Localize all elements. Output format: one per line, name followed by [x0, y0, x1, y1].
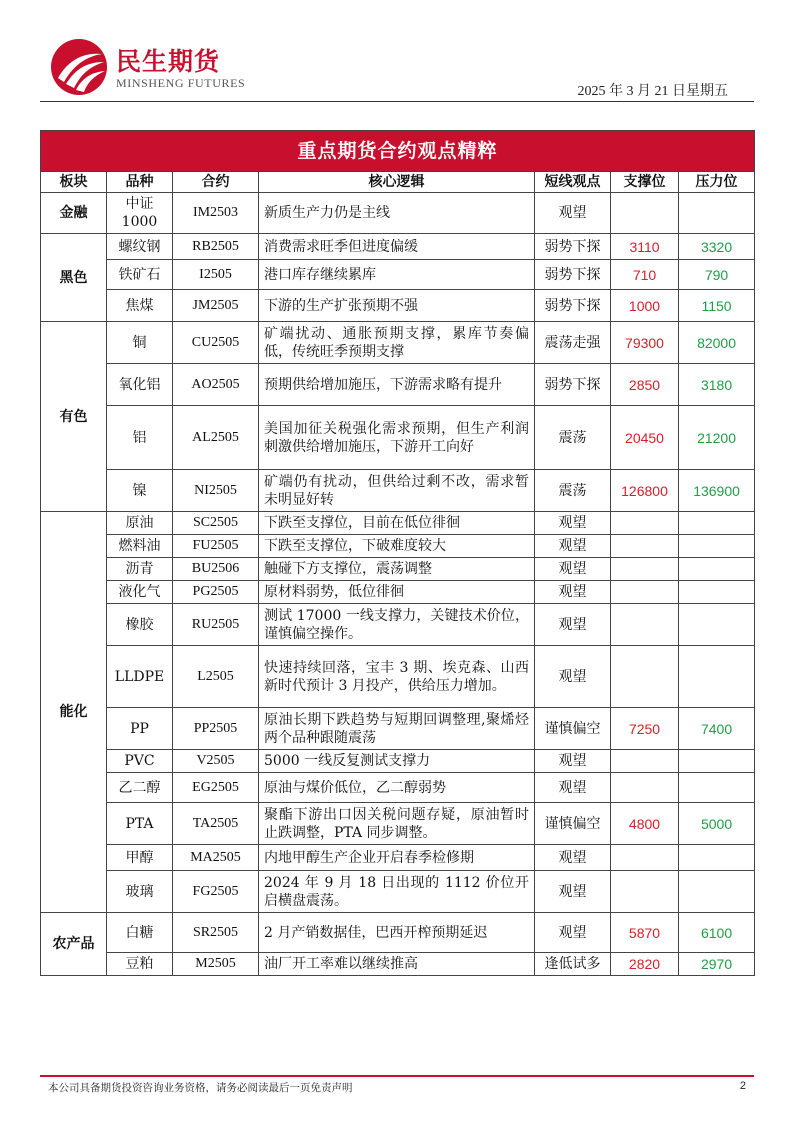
logic-cell: 矿端仍有扰动，但供给过剩不改，需求暂未明显好转	[259, 470, 535, 512]
variety-cell: 豆粕	[107, 953, 173, 976]
table-row	[41, 322, 755, 364]
view-cell: 观望	[535, 845, 611, 871]
view-cell: 震荡	[535, 406, 611, 470]
header-divider	[40, 101, 754, 102]
page-header	[0, 0, 794, 110]
support-cell: 20450	[611, 406, 679, 470]
resistance-cell: 3320	[679, 234, 755, 260]
variety-cell: 原油	[107, 512, 173, 535]
view-cell: 观望	[535, 512, 611, 535]
resistance-cell	[679, 193, 755, 234]
support-cell	[611, 604, 679, 646]
contract-cell: AL2505	[173, 406, 259, 470]
viewpoints-table-container	[40, 130, 754, 976]
contract-cell: NI2505	[173, 470, 259, 512]
resistance-cell	[679, 604, 755, 646]
column-header-support: 支撑位	[611, 172, 679, 193]
table-row	[41, 604, 755, 646]
support-cell: 710	[611, 260, 679, 290]
table-row	[41, 535, 755, 558]
sector-cell-ferrous: 黑色	[41, 234, 107, 322]
table-row	[41, 646, 755, 708]
contract-cell: FG2505	[173, 871, 259, 913]
support-cell	[611, 773, 679, 803]
view-cell: 观望	[535, 913, 611, 953]
contract-cell: L2505	[173, 646, 259, 708]
support-cell: 2850	[611, 364, 679, 406]
logic-cell: 原材料弱势，低位徘徊	[259, 581, 535, 604]
resistance-cell	[679, 750, 755, 773]
resistance-cell: 6100	[679, 913, 755, 953]
sector-cell-nonferrous: 有色	[41, 322, 107, 512]
variety-cell: 铁矿石	[107, 260, 173, 290]
variety-cell: 甲醇	[107, 845, 173, 871]
variety-cell: 氧化铝	[107, 364, 173, 406]
support-cell	[611, 845, 679, 871]
logic-cell: 2 月产销数据佳，巴西开榨预期延迟	[259, 913, 535, 953]
table-row	[41, 406, 755, 470]
logic-cell: 内地甲醇生产企业开启春季检修期	[259, 845, 535, 871]
support-cell	[611, 558, 679, 581]
contract-cell: I2505	[173, 260, 259, 290]
contract-cell: EG2505	[173, 773, 259, 803]
support-cell: 3110	[611, 234, 679, 260]
logic-cell: 原油与煤价低位，乙二醇弱势	[259, 773, 535, 803]
footer-divider	[40, 1075, 754, 1077]
resistance-cell	[679, 512, 755, 535]
logic-cell: 5000 一线反复测试支撑力	[259, 750, 535, 773]
support-cell	[611, 581, 679, 604]
viewpoints-table	[40, 130, 755, 976]
view-cell: 观望	[535, 750, 611, 773]
brand-name-en: MINSHENG FUTURES	[116, 76, 246, 90]
variety-cell: PP	[107, 708, 173, 750]
view-cell: 弱势下探	[535, 290, 611, 322]
table-row	[41, 364, 755, 406]
report-date: 2025 年 3 月 21 日星期五	[577, 84, 728, 99]
resistance-cell	[679, 845, 755, 871]
column-header-logic: 核心逻辑	[259, 172, 535, 193]
logic-cell: 美国加征关税强化需求预期，但生产利润刺激供给增加施压，下游开工向好	[259, 406, 535, 470]
variety-cell: 乙二醇	[107, 773, 173, 803]
logic-cell: 港口库存继续累库	[259, 260, 535, 290]
resistance-cell: 790	[679, 260, 755, 290]
resistance-cell: 82000	[679, 322, 755, 364]
table-title: 重点期货合约观点精粹	[41, 131, 755, 172]
view-cell: 震荡走强	[535, 322, 611, 364]
sector-cell-finance: 金融	[41, 193, 107, 234]
contract-cell: JM2505	[173, 290, 259, 322]
resistance-cell	[679, 646, 755, 708]
contract-cell: FU2505	[173, 535, 259, 558]
table-row	[41, 290, 755, 322]
support-cell	[611, 871, 679, 913]
support-cell	[611, 535, 679, 558]
contract-cell: MA2505	[173, 845, 259, 871]
table-row	[41, 871, 755, 913]
table-row	[41, 845, 755, 871]
page-number: 2	[739, 1080, 746, 1092]
variety-cell: 橡胶	[107, 604, 173, 646]
resistance-cell	[679, 773, 755, 803]
logic-cell: 测试 17000 一线支撑力，关键技术价位，谨慎偏空操作。	[259, 604, 535, 646]
column-header-resistance: 压力位	[679, 172, 755, 193]
contract-cell: PG2505	[173, 581, 259, 604]
logic-cell: 矿端扰动、通胀预期支撑，累库节奏偏低，传统旺季预期支撑	[259, 322, 535, 364]
variety-cell: 螺纹钢	[107, 234, 173, 260]
column-header-variety: 品种	[107, 172, 173, 193]
table-row	[41, 750, 755, 773]
support-cell: 126800	[611, 470, 679, 512]
view-cell: 观望	[535, 558, 611, 581]
resistance-cell: 3180	[679, 364, 755, 406]
view-cell: 谨慎偏空	[535, 708, 611, 750]
logic-cell: 2024 年 9 月 18 日出现的 1112 价位开启横盘震荡。	[259, 871, 535, 913]
table-row	[41, 470, 755, 512]
contract-cell: V2505	[173, 750, 259, 773]
column-header-contract: 合约	[173, 172, 259, 193]
variety-cell: 玻璃	[107, 871, 173, 913]
table-row	[41, 558, 755, 581]
table-row	[41, 234, 755, 260]
support-cell: 7250	[611, 708, 679, 750]
logic-cell: 下跌至支撑位，目前在低位徘徊	[259, 512, 535, 535]
contract-cell: BU2506	[173, 558, 259, 581]
table-row	[41, 773, 755, 803]
logic-cell: 快速持续回落，宝丰 3 期、埃克森、山西新时代预计 3 月投产，供给压力增加。	[259, 646, 535, 708]
contract-cell: RU2505	[173, 604, 259, 646]
view-cell: 震荡	[535, 470, 611, 512]
support-cell	[611, 193, 679, 234]
contract-cell: IM2503	[173, 193, 259, 234]
logic-cell: 聚酯下游出口因关税问题存疑，原油暂时止跌调整，PTA 同步调整。	[259, 803, 535, 845]
variety-cell: 中证1000	[107, 193, 173, 234]
table-row	[41, 193, 755, 234]
table-row	[41, 512, 755, 535]
view-cell: 观望	[535, 871, 611, 913]
table-row	[41, 708, 755, 750]
contract-cell: CU2505	[173, 322, 259, 364]
support-cell	[611, 750, 679, 773]
view-cell: 观望	[535, 604, 611, 646]
view-cell: 观望	[535, 535, 611, 558]
support-cell: 1000	[611, 290, 679, 322]
contract-cell: TA2505	[173, 803, 259, 845]
variety-cell: PTA	[107, 803, 173, 845]
variety-cell: LLDPE	[107, 646, 173, 708]
view-cell: 观望	[535, 581, 611, 604]
logic-cell: 原油长期下跌趋势与短期回调整理,聚烯烃两个品种跟随震荡	[259, 708, 535, 750]
variety-cell: 白糖	[107, 913, 173, 953]
logic-cell: 下游的生产扩张预期不强	[259, 290, 535, 322]
table-row	[41, 913, 755, 953]
contract-cell: PP2505	[173, 708, 259, 750]
logic-cell: 油厂开工率难以继续推高	[259, 953, 535, 976]
view-cell: 观望	[535, 193, 611, 234]
logic-cell: 预期供给增加施压，下游需求略有提升	[259, 364, 535, 406]
view-cell: 谨慎偏空	[535, 803, 611, 845]
support-cell	[611, 512, 679, 535]
table-header-row	[41, 172, 755, 193]
resistance-cell: 136900	[679, 470, 755, 512]
column-header-view: 短线观点	[535, 172, 611, 193]
support-cell: 4800	[611, 803, 679, 845]
support-cell	[611, 646, 679, 708]
variety-cell: PVC	[107, 750, 173, 773]
support-cell: 5870	[611, 913, 679, 953]
variety-cell: 沥青	[107, 558, 173, 581]
sector-cell-energy-chem: 能化	[41, 512, 107, 913]
view-cell: 弱势下探	[535, 260, 611, 290]
resistance-cell: 2970	[679, 953, 755, 976]
sector-cell-agri: 农产品	[41, 913, 107, 976]
resistance-cell: 5000	[679, 803, 755, 845]
logic-cell: 新质生产力仍是主线	[259, 193, 535, 234]
logic-cell: 触碰下方支撑位，震荡调整	[259, 558, 535, 581]
variety-cell: 铜	[107, 322, 173, 364]
support-cell: 2820	[611, 953, 679, 976]
minsheng-logo-icon	[50, 38, 108, 96]
resistance-cell: 7400	[679, 708, 755, 750]
variety-cell: 燃料油	[107, 535, 173, 558]
variety-cell: 液化气	[107, 581, 173, 604]
view-cell: 逢低试多	[535, 953, 611, 976]
logic-cell: 下跌至支撑位，下破难度较大	[259, 535, 535, 558]
resistance-cell: 1150	[679, 290, 755, 322]
contract-cell: SR2505	[173, 913, 259, 953]
resistance-cell	[679, 871, 755, 913]
contract-cell: AO2505	[173, 364, 259, 406]
contract-cell: SC2505	[173, 512, 259, 535]
table-row	[41, 803, 755, 845]
footer-disclaimer: 本公司具备期货投资咨询业务资格，请务必阅读最后一页免责声明	[48, 1082, 353, 1094]
table-row	[41, 260, 755, 290]
column-header-sector: 板块	[41, 172, 107, 193]
resistance-cell	[679, 581, 755, 604]
table-row	[41, 581, 755, 604]
resistance-cell: 21200	[679, 406, 755, 470]
support-cell: 79300	[611, 322, 679, 364]
variety-cell: 焦煤	[107, 290, 173, 322]
contract-cell: RB2505	[173, 234, 259, 260]
resistance-cell	[679, 535, 755, 558]
variety-cell: 铝	[107, 406, 173, 470]
resistance-cell	[679, 558, 755, 581]
view-cell: 弱势下探	[535, 364, 611, 406]
brand-name-cn: 民生期货	[116, 47, 221, 76]
view-cell: 观望	[535, 646, 611, 708]
table-row	[41, 953, 755, 976]
view-cell: 弱势下探	[535, 234, 611, 260]
logic-cell: 消费需求旺季但进度偏缓	[259, 234, 535, 260]
view-cell: 观望	[535, 773, 611, 803]
contract-cell: M2505	[173, 953, 259, 976]
variety-cell: 镍	[107, 470, 173, 512]
